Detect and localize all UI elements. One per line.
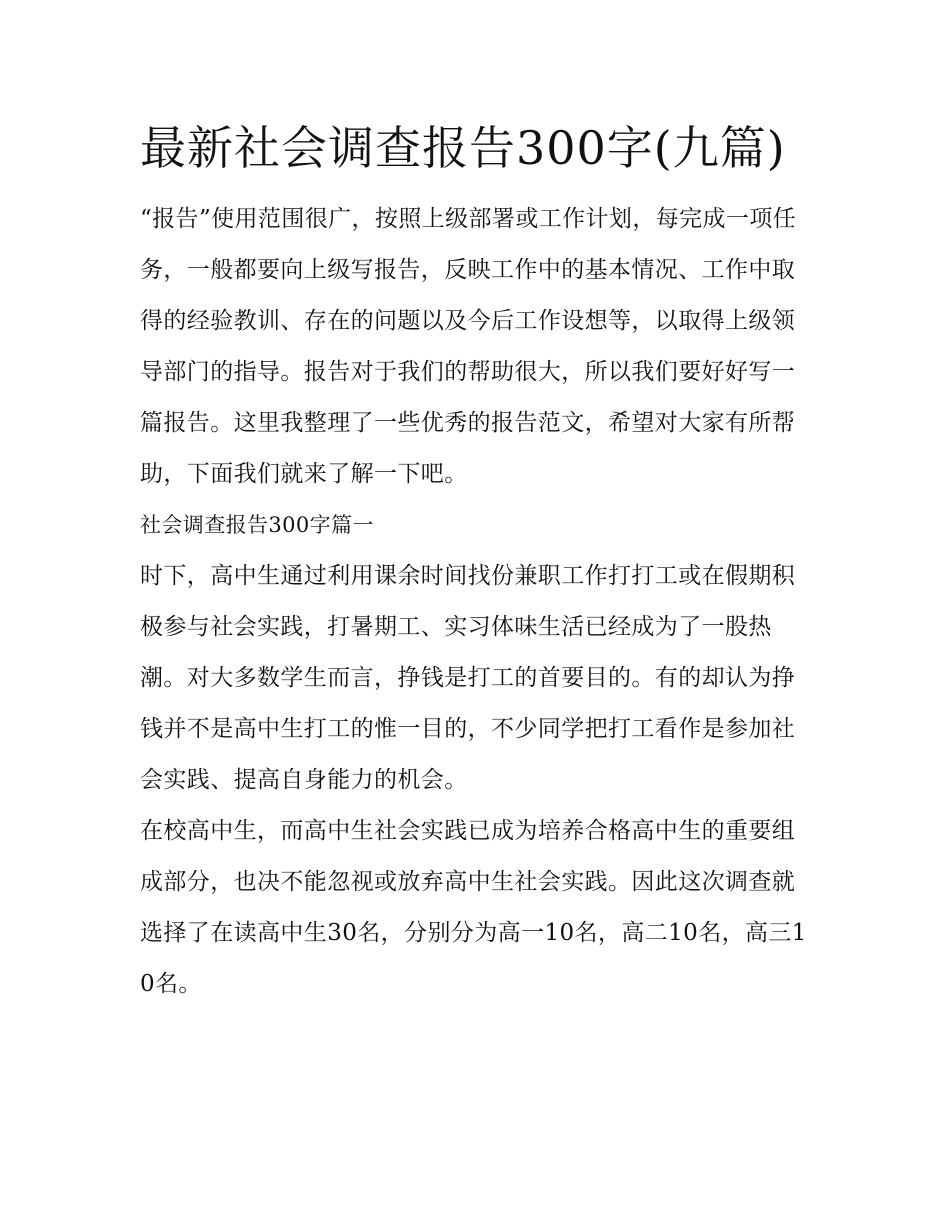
section-one-paragraph-2: 在校高中生，而高中生社会实践已成为培养合格高中生的重要组成部分，也决不能忽视或放弃高中生社会实践。因此这次调查就选择了在读高中生30名，分别分为高一10名，高二10名，高三10名。 <box>140 818 807 997</box>
section-one-paragraph-1: 时下，高中生通过利用课余时间找份兼职工作打打工或在假期积极参与社会实践，打暑期工、实习体味生活已经成为了一股热潮。对大多数学生而言，挣钱是打工的首要目的。有的却认为挣钱并不是高中生打工的惟一目的，不少同学把打工看作是参加社会实践、提高自身能力的机会。 <box>140 563 796 793</box>
intro-paragraph: “报告”使用范围很广，按照上级部署或工作计划，每完成一项任务，一般都要向上级写报告，反映工作中的基本情况、工作中取得的经验教训、存在的问题以及今后工作设想等，以取得上级领导部门的指导。报告对于我们的帮助很大，所以我们要好好写一篇报告。这里我整理了一些优秀的报告范文，希望对大家有所帮助，下面我们就来了解一下吧。 <box>140 206 797 487</box>
section-one-heading: 社会调查报告300字篇一 <box>140 513 374 537</box>
document-body <box>140 112 812 1010</box>
document-title: 最新社会调查报告300字(九篇) <box>140 121 786 175</box>
